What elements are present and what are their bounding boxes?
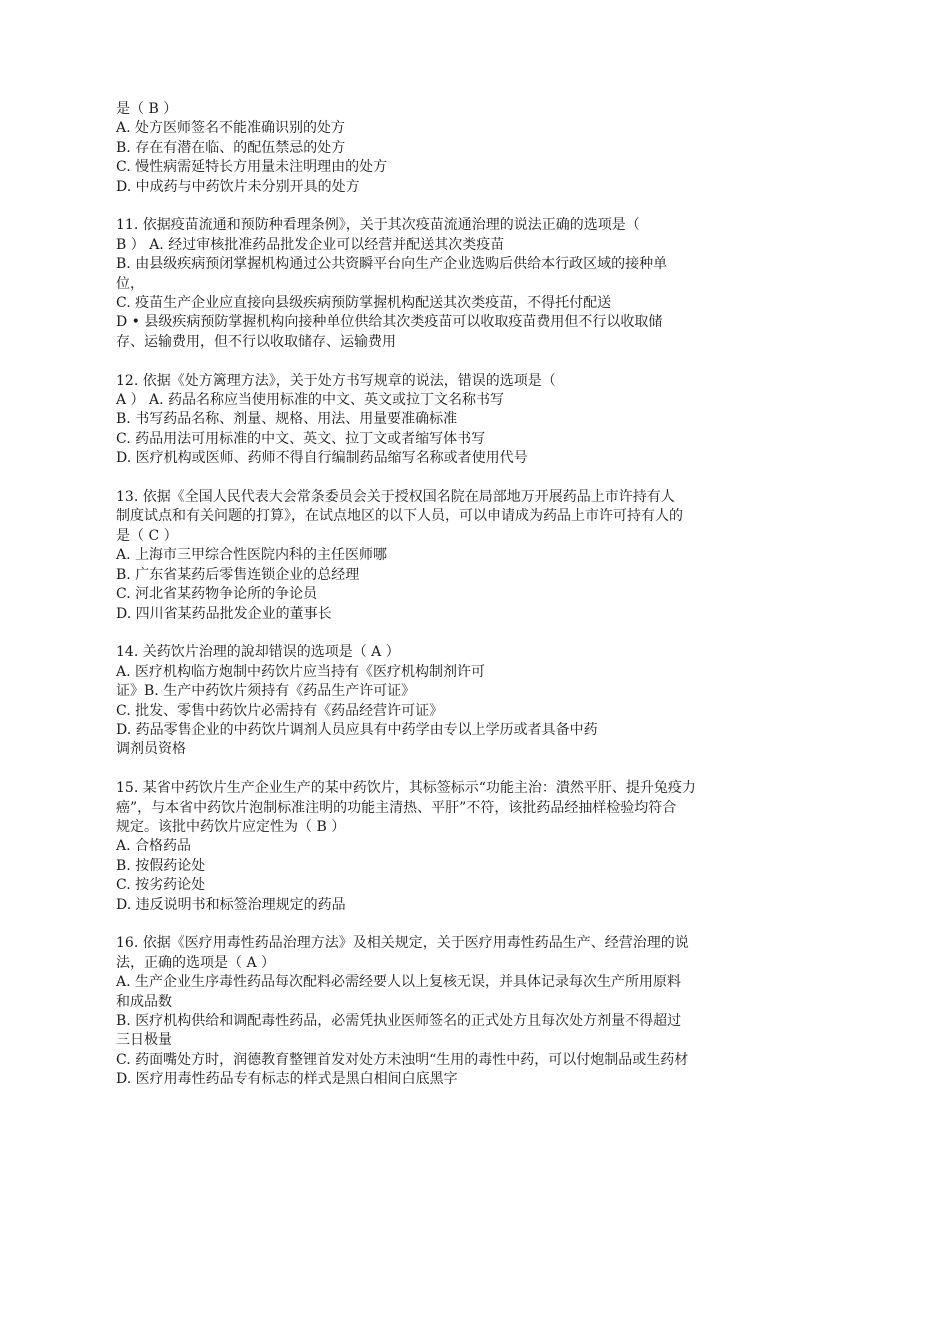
question-stem: 12. 依据《处方篱理方法》，关于处方书写规章的说法，错误的选项是（ <box>116 372 556 389</box>
text-line: 存、运输费用，但不行以收取储存、运输费用 <box>116 333 396 350</box>
option-b: B. 按假药论处 <box>116 857 206 874</box>
option-b: B. 医疗机构供给和调配毒性药品，必需凭执业医师签名的正式处方且每次处方剂量不得超过 <box>116 1013 682 1029</box>
option-c: C. 药品用法可用标准的中文、英文、拉丁文或者缩写体书写 <box>116 430 486 447</box>
question-stem: 15. 某省中药饮片生产企业生产的某中药饮片，其标签标示“功能主治：潰然平肝、提升兔疫力 <box>116 780 696 797</box>
question-stem: 13. 依据《全国人民代表大会常条委员会关于授权国名院在局部地万开展药品上市许持有人 <box>116 489 675 506</box>
option-b: B. 书写药品名称、剂量、规格、用法、用量要准确标准 <box>116 411 458 428</box>
question-10-options <box>116 100 796 197</box>
option-b: 证》B. 生产中药饮片须持有《药品生产许可证》 <box>116 683 416 700</box>
question-15 <box>116 779 796 915</box>
option-d: D. 药品零售企业的中药饮片调剂人员应具有中药学由专以上学历或者具备中药 <box>116 721 598 738</box>
option-b: B. 由县级疾病预闭掌握机构通过公共资瞬平台向生产企业选购后供给本行政区域的接种单 <box>116 256 668 273</box>
question-14 <box>116 643 796 759</box>
option-a: A ） A. 药品名称应当使用标准的中文、英文或拉丁文名称书写 <box>116 392 505 409</box>
option-d: D. 医疗用毒性药品专有标志的样式是黑白相间白底黑字 <box>116 1071 458 1088</box>
option-a: B ） A. 经过审核批准药品批发企业可以经营并配送其次类疫苗 <box>116 236 505 253</box>
text-line: 癌”，与本省中药饮片泡制标准注明的功能主清热、平肝”不符，该批药品经抽样检验均符合 <box>116 799 677 816</box>
text-line: 是（ B ） <box>116 101 178 117</box>
option-d: D • 县级疾病预防掌握机构向接种单位供给其次类疫苗可以收取疫苗费用但不行以收取储 <box>116 314 663 331</box>
option-c: C. 药面嘴处方时，润德教育整锂首发对处方未浊明“生用的毒性中药，可以付炮制品或生药材 <box>116 1051 689 1068</box>
option-d: D. 医疗机构或医师、药师不得自行编制药品缩写名称或者使用代号 <box>116 450 528 467</box>
option-b: B. 广东省某药后零售连锁企业的总经理 <box>116 566 360 583</box>
question-16 <box>116 934 796 1089</box>
text-line: 调剂员资格 <box>116 741 186 758</box>
option-d: D. 违反说明书和标签治理规定的药品 <box>116 896 346 913</box>
option-b: B. 存在有潜在临、的配伍禁忌的处方 <box>116 139 346 156</box>
text-line: 规定。该批中药饮片应定性为（ B ） <box>116 818 346 835</box>
question-stem: 14. 关药饮片治理的說却错误的选项是（ A ） <box>116 644 400 661</box>
document-content <box>116 100 796 1109</box>
option-a: A. 处方医师签名不能准确识别的处方 <box>116 120 346 137</box>
option-a: A. 合格药品 <box>116 838 192 855</box>
text-line: 三日极量 <box>116 1032 172 1049</box>
question-13 <box>116 488 796 624</box>
question-stem: 11. 依据疫苗流通和预防种看理条例》，关于其次疫苗流通治理的说法正确的选项是（ <box>116 217 640 234</box>
option-c: C. 按劣药论处 <box>116 877 206 894</box>
option-c: C. 慢性病需延特长方用量未注明理由的处方 <box>116 159 388 176</box>
text-line: 和成品数 <box>116 993 172 1010</box>
option-d: D. 四川省某药品批发企业的董事长 <box>116 605 332 622</box>
text-line: 位， <box>116 275 144 292</box>
text-line: 法，正确的选项是（ A ） <box>116 954 276 971</box>
text-line: 是（ C ） <box>116 527 178 544</box>
option-c: C. 河北省某药物争论所的争论员 <box>116 586 318 603</box>
option-a: A. 生产企业生序毒性药品每次配料必需经要人以上复核无误，并具体记录每次生产所用原料 <box>116 974 682 991</box>
question-stem: 16. 依据《医疗用毒性药品治理方法》及相关规定，关于医疗用毒性药品生产、经营治理的说 <box>116 935 689 952</box>
option-c: C. 批发、零售中药饮片必需持有《药品经营许可证》 <box>116 702 444 719</box>
option-c: C. 疫苗生产企业应直接向县级疾病预防掌握机构配送其次类疫苗，不得托付配送 <box>116 295 612 312</box>
text-line: 制度试点和有关问题的打算》，在试点地区的以下人员，可以申请成为药品上市许可持有人的 <box>116 508 683 525</box>
option-a: A. 医疗机构临方炮制中药饮片应当持有《医疗机构制剂许可 <box>116 663 486 680</box>
option-a: A. 上海市三甲综合性医院内科的主任医师哪 <box>116 547 388 564</box>
question-11 <box>116 216 796 352</box>
option-d: D. 中成药与中药饮片未分别开具的处方 <box>116 178 360 195</box>
question-12 <box>116 372 796 469</box>
